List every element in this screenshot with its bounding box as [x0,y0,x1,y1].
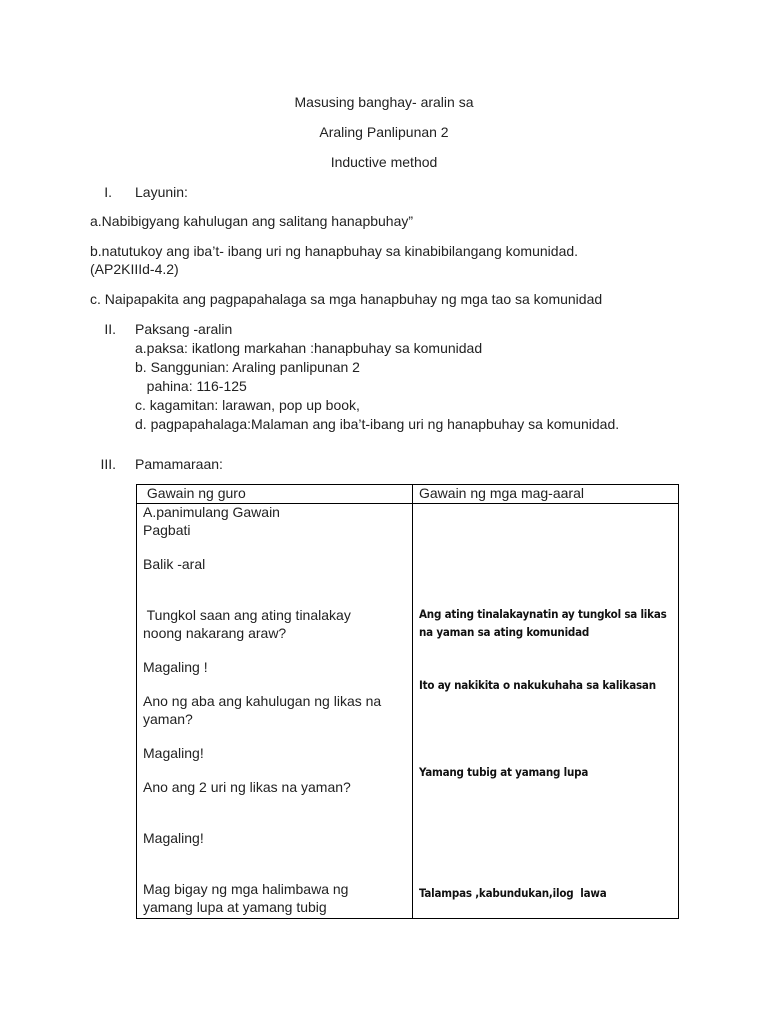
title-line-3: Inductive method [330,154,438,170]
objective-a: a.Nabibigyang kahulugan ang salitang hanapbuhay” [90,213,414,229]
section-1-numeral: I. [104,184,112,200]
objective-c: c. Naipapakita ang pagpapahalaga sa mga hanapbuhay ng mga tao sa komunidad [90,291,603,307]
teacher-line: Magaling! [143,745,204,761]
section-3-heading: Pamamaraan: [135,456,223,472]
section-1-heading: Layunin: [135,184,188,200]
teacher-line: Ano ang 2 uri ng likas na yaman? [143,779,351,795]
teacher-line: Magaling! [143,830,204,846]
table-row [137,504,679,919]
teacher-line: yaman? [143,711,193,727]
teacher-column-header: Gawain ng guro [137,485,413,504]
objective-b-line-2: (AP2KIIId-4.2) [90,261,179,277]
pahina-item: pahina: 116-125 [135,378,247,394]
teacher-line: Mag bigay ng mga halimbawa ng [143,881,349,897]
paksa-item: a.paksa: ikatlong markahan :hanapbuhay sa komunidad [135,340,483,356]
section-2-heading: Paksang -aralin [135,321,233,337]
teacher-line: Pagbati [143,522,191,538]
procedure-table [136,484,679,919]
title-line-1: Masusing banghay- aralin sa [294,94,474,110]
student-column-header: Gawain ng mga mag-aaral [413,485,679,504]
teacher-line: Magaling ! [143,659,208,675]
teacher-line: A.panimulang Gawain [143,504,280,520]
teacher-line: Ano ng aba ang kahulugan ng likas na [143,693,382,709]
student-answer-line: Ito ay nakikita o nakukuhaha sa kalikasan [419,678,656,692]
pagpapahalaga-item: d. pagpapahalaga:Malaman ang iba’t-ibang uri ng hanapbuhay sa komunidad. [135,416,620,432]
objective-b-line-1: b.natutukoy ang iba’t- ibang uri ng hanapbuhay sa kinabibilangang komunidad. [90,243,579,259]
teacher-line: noong nakarang araw? [143,625,287,641]
section-3-numeral: III. [100,456,116,472]
section-2-numeral: II. [104,321,116,337]
teacher-line: Tungkol saan ang ating tinalakay [143,607,351,623]
student-answer-line: na yaman sa ating komunidad [419,625,590,639]
student-answer-line: Ang ating tinalakaynatin ay tungkol sa likas [419,607,667,621]
teacher-line: yamang lupa at yamang tubig [143,899,327,915]
student-answer-line: Talampas ,kabundukan,ilog lawa [419,886,607,900]
student-activities-cell [413,504,679,919]
title-line-2: Araling Panlipunan 2 [319,124,449,140]
table-header-row [137,485,679,504]
sanggunian-item: b. Sanggunian: Araling panlipunan 2 [135,359,360,375]
kagamitan-item: c. kagamitan: larawan, pop up book, [135,397,360,413]
teacher-line: Balik -aral [143,556,206,572]
student-answer-line: Yamang tubig at yamang lupa [419,765,589,779]
teacher-activities-cell [137,504,413,919]
